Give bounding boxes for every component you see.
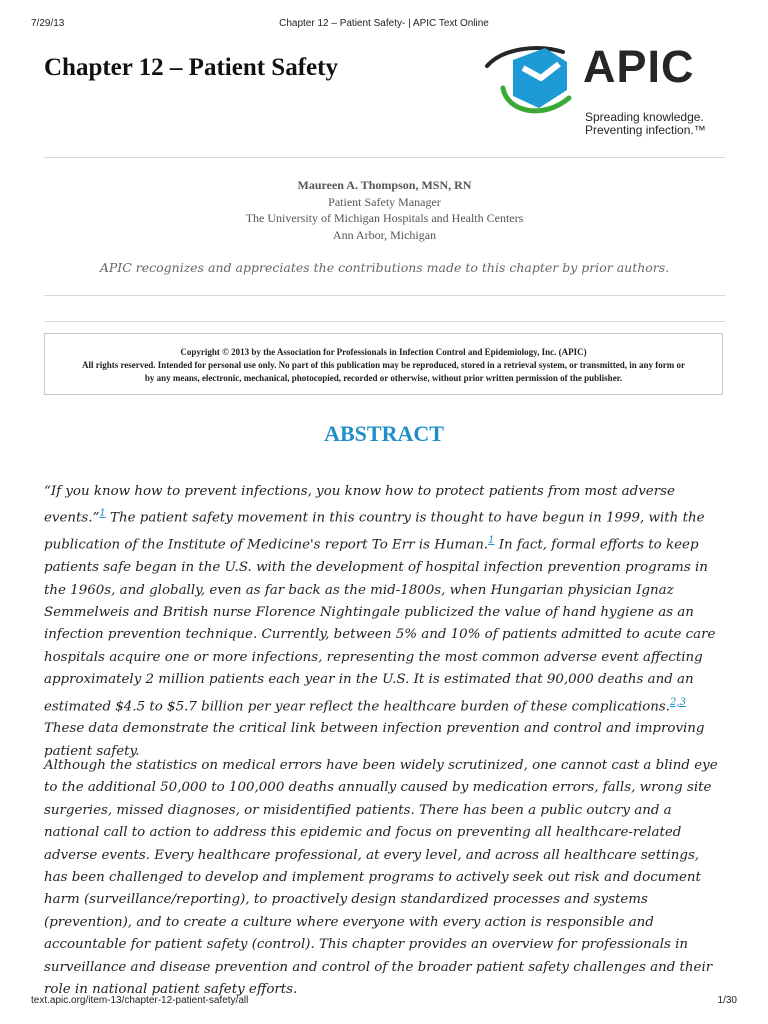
copyright-notice bbox=[44, 333, 723, 395]
author-block bbox=[44, 177, 725, 243]
reference-link[interactable]: 1 bbox=[99, 508, 106, 520]
chapter-title: Chapter 12 – Patient Safety bbox=[44, 54, 338, 81]
paragraph-text: The patient safety movement in this country is thought to have begun in 1999, with the publication of the Institute of Medicine's report To Err is Human. bbox=[44, 510, 705, 553]
abstract-paragraph-1 bbox=[44, 481, 726, 763]
print-page-number: 1/30 bbox=[717, 995, 737, 1006]
print-url: text.apic.org/item-13/chapter-12-patient-safety/all bbox=[31, 995, 249, 1006]
divider bbox=[44, 295, 725, 296]
paragraph-text: These data demonstrate the critical link between infection prevention and control and improving patient safety. bbox=[44, 721, 705, 759]
paragraph-text: In fact, formal efforts to keep patients safe began in the U.S. with the development of hospital infection prevention programs in the 1960s, and globally, even as far back as the mid-1800s, when Hungarian physician Ignaz Semmelweis and British nurse Florence Nightingale publicized the value of hand hygiene as an infection prevention technique. Currently, between 5% and 10% of patients admitted to acute care hospitals acquire one or more infections, representing the most common adverse event affecting approximately 2 million patients each year in the U.S. It is estimated that 90,000 deaths and an estimated $4.5 to $5.7 billion per year reflect the healthcare burden of these complications. bbox=[44, 537, 716, 715]
abstract-paragraph-2: Although the statistics on medical errors have been widely scrutinized, one cannot cast a blind eye to the additional 50,000 to 100,000 deaths annually caused by medication errors, falls, wrong site surgeries, missed diagnoses, or misidentified patients. There has been a public outcry and a national call to action to address this epidemic and focus on preventing all healthcare-related adverse events. Every healthcare professional, at every level, and across all healthcare settings, has been challenged to develop and implement programs to actively seek out risk and document harm (surveillance/reporting), to proactively design standardized processes and systems (prevention), and to create a culture where everyone with every action is responsible and accountable for patient safety (control). This chapter provides an overview for professionals in surveillance and disease prevention and control of the broader patient safety challenges and their role in national patient safety efforts. bbox=[44, 758, 718, 998]
print-date: 7/29/13 bbox=[31, 18, 65, 29]
copyright-line: Copyright © 2013 by the Association for Professionals in Infection Control and Epidemiology, Inc. (APIC) bbox=[180, 347, 587, 357]
author-location: Ann Arbor, Michigan bbox=[332, 227, 437, 242]
logo-tagline-2: Preventing infection.™ bbox=[585, 123, 706, 137]
author-organization: The University of Michigan Hospitals and Health Centers bbox=[245, 211, 524, 225]
apic-logo-wordmark: APIC bbox=[583, 41, 695, 92]
copyright-line: All rights reserved. Intended for personal use only. No part of this publication may be reproduced, stored in a retrieval system, or transmitted, in any form or bbox=[81, 360, 686, 370]
divider bbox=[44, 321, 725, 322]
acknowledgement: APIC recognizes and appreciates the contributions made to this chapter by prior authors. bbox=[99, 260, 670, 275]
reference-link[interactable]: 1 bbox=[488, 535, 495, 547]
paragraph-text: “If you know how to prevent infections, you know how to protect patients from most adverse events.” bbox=[44, 484, 675, 526]
abstract-heading: ABSTRACT bbox=[324, 421, 444, 446]
copyright-line: by any means, electronic, mechanical, photocopied, recorded or otherwise, without prior written permission of the publisher. bbox=[144, 373, 623, 383]
author-role: Patient Safety Manager bbox=[328, 194, 441, 209]
apic-logo[interactable] bbox=[483, 38, 733, 138]
reference-link[interactable]: 2,3 bbox=[670, 696, 686, 708]
apic-logo-icon bbox=[483, 38, 583, 118]
print-page-title: Chapter 12 – Patient Safety- | APIC Text Online bbox=[279, 18, 489, 29]
logo-tagline-1: Spreading knowledge. bbox=[585, 110, 704, 124]
divider bbox=[44, 157, 725, 158]
author-name: Maureen A. Thompson, MSN, RN bbox=[297, 178, 472, 192]
